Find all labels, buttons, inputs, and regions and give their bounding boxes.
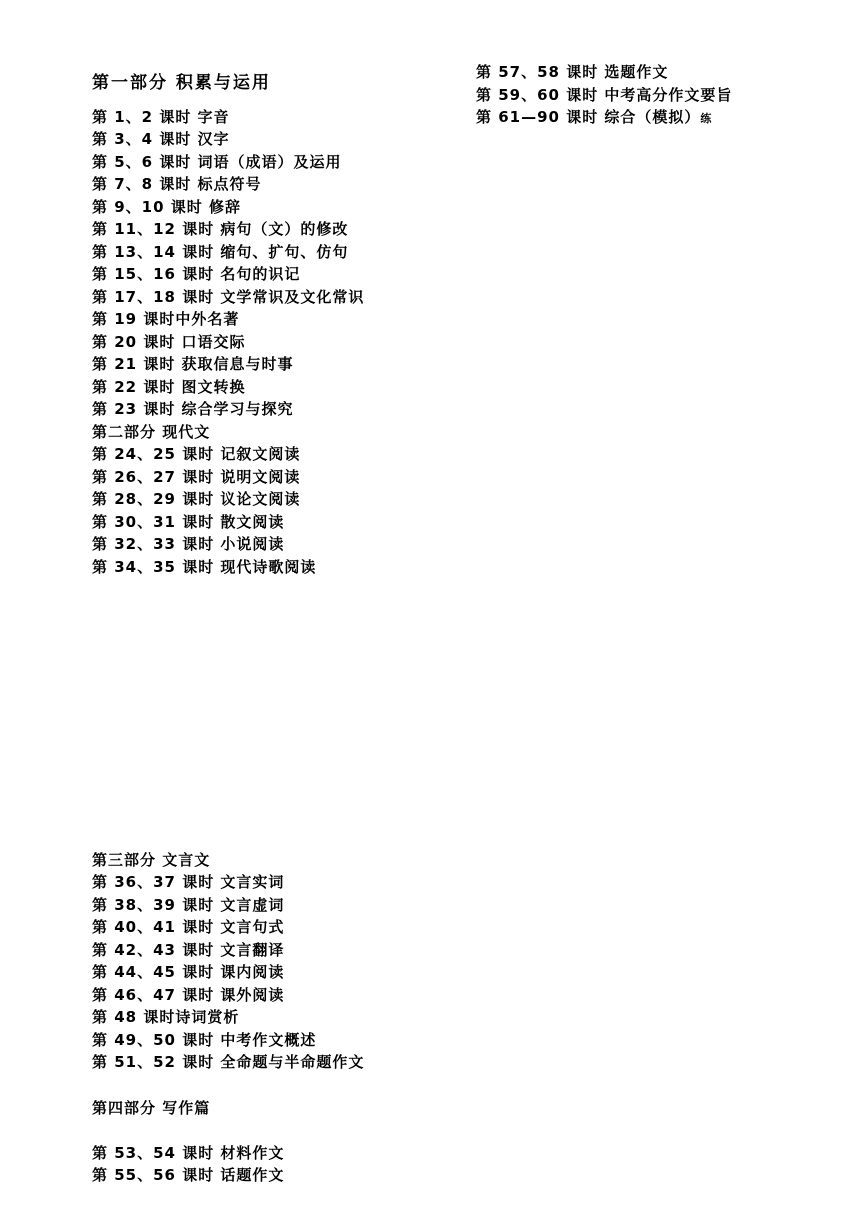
lesson-item: 第 1、2 课时 字音 xyxy=(92,108,230,126)
lesson-item: 第 32、33 课时 小说阅读 xyxy=(92,535,285,553)
lesson-item-text: 第 61—90 课时 综合（模拟） xyxy=(476,108,701,126)
lesson-item: 第 57、58 课时 选题作文 xyxy=(476,63,669,81)
part4-title: 第四部分 写作篇 xyxy=(92,1099,211,1117)
lesson-item: 第 17、18 课时 文学常识及文化常识 xyxy=(92,288,365,306)
lesson-item: 第 13、14 课时 缩句、扩句、仿句 xyxy=(92,243,349,261)
lesson-item: 第 22 课时 图文转换 xyxy=(92,378,246,396)
lesson-item: 第 40、41 课时 文言句式 xyxy=(92,918,285,936)
lesson-item: 第 55、56 课时 话题作文 xyxy=(92,1166,285,1184)
lesson-item: 第 42、43 课时 文言翻译 xyxy=(92,941,285,959)
lesson-item: 第 24、25 课时 记叙文阅读 xyxy=(92,445,301,463)
part1-title: 第一部分 积累与运用 xyxy=(92,73,271,93)
lesson-item: 第 51、52 课时 全命题与半命题作文 xyxy=(92,1053,365,1071)
part2-title: 第二部分 现代文 xyxy=(92,423,211,441)
lesson-item: 第 59、60 课时 中考高分作文要旨 xyxy=(476,86,733,104)
lesson-item: 第 20 课时 口语交际 xyxy=(92,333,246,351)
lesson-item: 第 23 课时 综合学习与探究 xyxy=(92,400,294,418)
lesson-item: 第 9、10 课时 修辞 xyxy=(92,198,241,216)
lesson-item-last xyxy=(476,106,712,130)
lesson-item: 第 21 课时 获取信息与时事 xyxy=(92,355,294,373)
lesson-item: 第 11、12 课时 病句（文）的修改 xyxy=(92,220,349,238)
part3-title: 第三部分 文言文 xyxy=(92,851,211,869)
lesson-item: 第 44、45 课时 课内阅读 xyxy=(92,963,285,981)
lesson-item: 第 36、37 课时 文言实词 xyxy=(92,873,285,891)
lesson-item: 第 15、16 课时 名句的识记 xyxy=(92,265,301,283)
lesson-item: 第 28、29 课时 议论文阅读 xyxy=(92,490,301,508)
lesson-item: 第 19 课时中外名著 xyxy=(92,310,240,328)
lesson-item: 第 30、31 课时 散文阅读 xyxy=(92,513,285,531)
lesson-item: 第 3、4 课时 汉字 xyxy=(92,130,230,148)
lesson-item: 第 26、27 课时 说明文阅读 xyxy=(92,468,301,486)
lesson-item: 第 34、35 课时 现代诗歌阅读 xyxy=(92,558,317,576)
lesson-item: 第 48 课时诗词赏析 xyxy=(92,1008,240,1026)
lesson-item: 第 7、8 课时 标点符号 xyxy=(92,175,262,193)
lesson-item: 第 53、54 课时 材料作文 xyxy=(92,1144,285,1162)
lesson-item: 第 49、50 课时 中考作文概述 xyxy=(92,1031,317,1049)
lesson-item-suffix: 练 xyxy=(700,112,713,125)
lesson-item: 第 46、47 课时 课外阅读 xyxy=(92,986,285,1004)
lesson-item: 第 5、6 课时 词语（成语）及运用 xyxy=(92,153,342,171)
lesson-item: 第 38、39 课时 文言虚词 xyxy=(92,896,285,914)
